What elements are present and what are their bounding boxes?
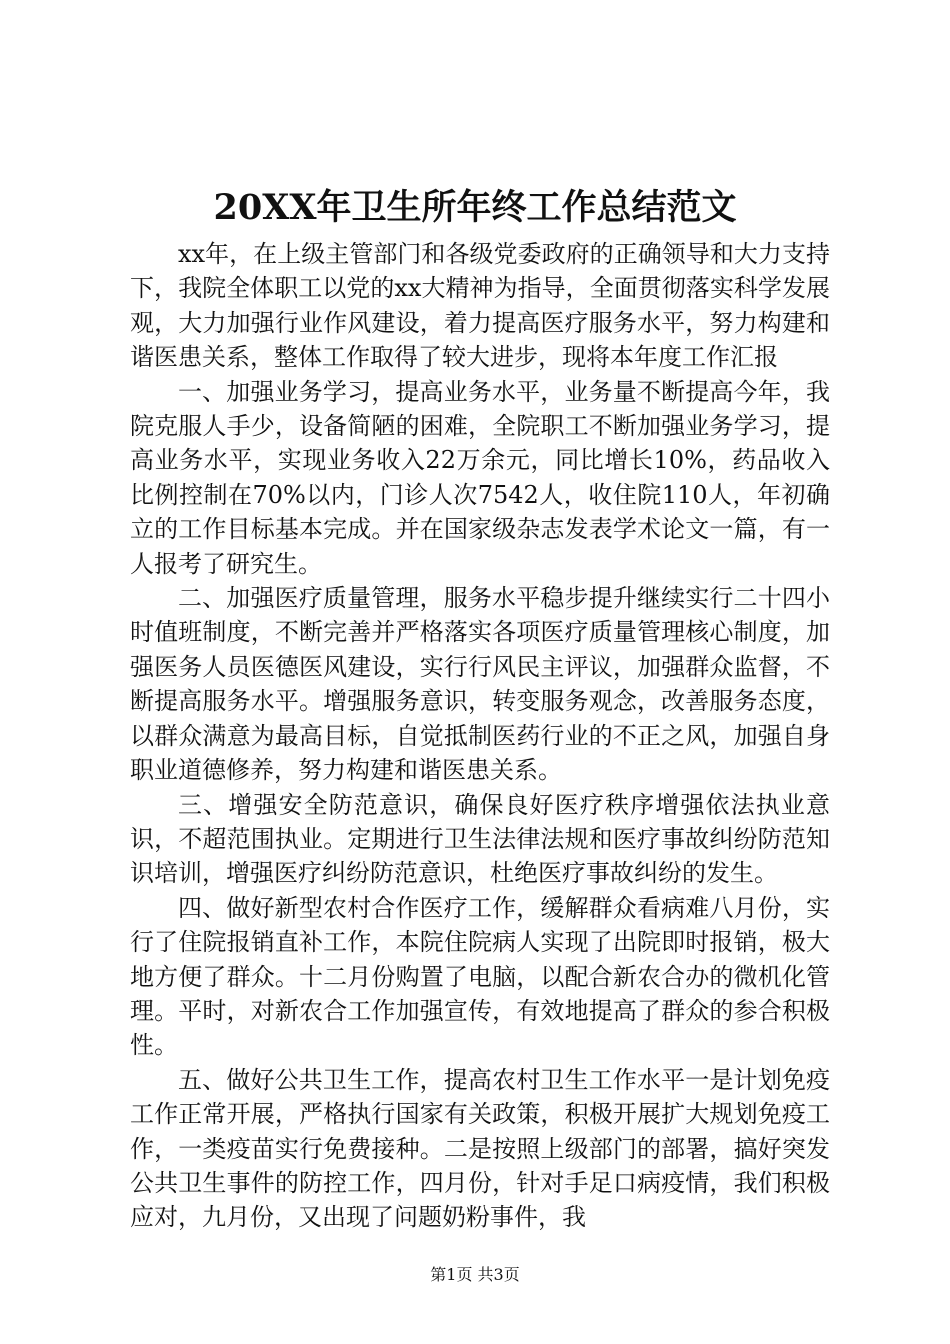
paragraph-section-3: 三、增强安全防范意识，确保良好医疗秩序增强依法执业意识，不超范围执业。定期进行卫生法律法规和医疗事故纠纷防范知识培训，增强医疗纠纷防范意识，杜绝医疗事故纠纷的发生。 (130, 790, 830, 888)
paragraph-section-2: 二、加强医疗质量管理，服务水平稳步提升继续实行二十四小时值班制度，不断完善并严格落实各项医疗质量管理核心制度，加强医务人员医德医风建设，实行行风民主评议，加强群众监督，不断提高服务水平。增强服务意识，转变服务观念，改善服务态度，以群众满意为最高目标，自觉抵制医药行业的不正之风，加强自身职业道德修养，努力构建和谐医患关系。 (130, 584, 830, 785)
paragraph-intro: xx年，在上级主管部门和各级党委政府的正确领导和大力支持下，我院全体职工以党的xx大精神为指导，全面贯彻落实科学发展观，大力加强行业作风建设，着力提高医疗服务水平，努力构建和谐医患关系，整体工作取得了较大进步，现将本年度工作汇报 (130, 240, 830, 372)
paragraph-section-4: 四、做好新型农村合作医疗工作，缓解群众看病难八月份，实行了住院报销直补工作，本院住院病人实现了出院即时报销，极大地方便了群众。十二月份购置了电脑，以配合新农合办的微机化管理。平时，对新农合工作加强宣传，有效地提高了群众的参合积极性。 (130, 893, 830, 1060)
page-number-footer: 第1页 共3页 (430, 1265, 520, 1284)
paragraph-section-1: 一、加强业务学习，提高业务水平，业务量不断提高今年，我院克服人手少，设备简陋的困难，全院职工不断加强业务学习，提高业务水平，实现业务收入22万余元，同比增长10%，药品收入比例控制在70%以内，门诊人次7542人，收住院110人，年初确立的工作目标基本完成。并在国家级杂志发表学术论文一篇，有一人报考了研究生。 (130, 377, 830, 578)
document-body (130, 237, 830, 1235)
paragraph-section-5: 五、做好公共卫生工作，提高农村卫生工作水平一是计划免疫工作正常开展，严格执行国家有关政策，积极开展扩大规划免疫工作，一类疫苗实行免费接种。二是按照上级部门的部署，搞好突发公共卫生事件的防控工作，四月份，针对手足口病疫情，我们积极应对，九月份，又出现了问题奶粉事件，我 (130, 1065, 830, 1232)
document-title: 20XX年卫生所年终工作总结范文 (213, 187, 737, 228)
